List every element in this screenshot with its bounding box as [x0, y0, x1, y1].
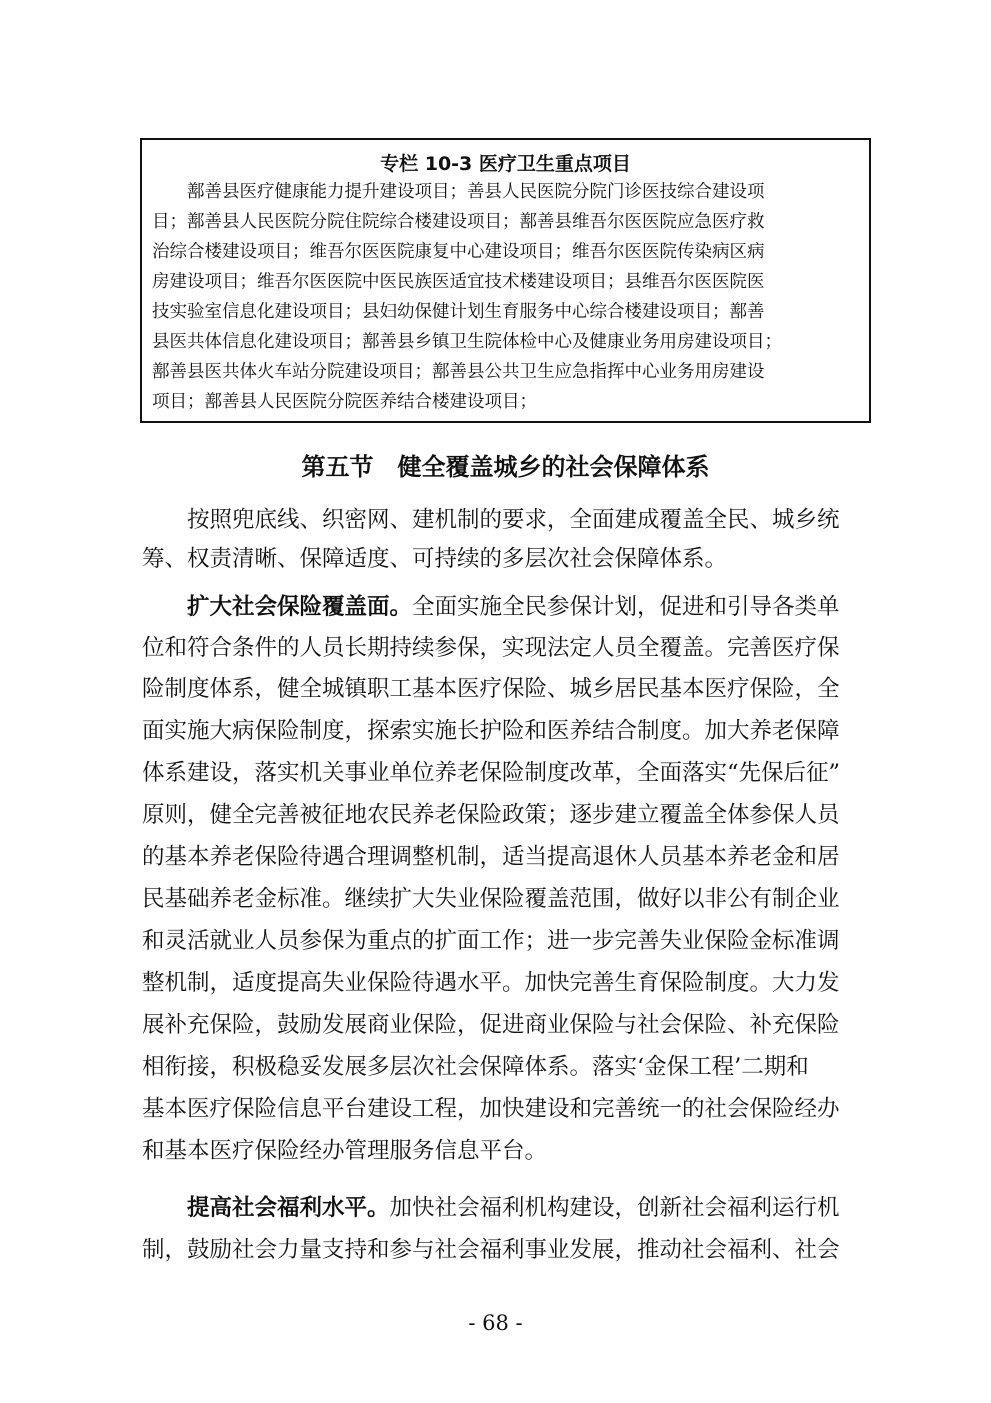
- paragraph-line: 基本医疗保险信息平台建设工程，加快建设和完善统一的社会保险经办: [142, 1096, 840, 1122]
- paragraph-line: 筹、权责清晰、保障适度、可持续的多层次社会保障体系。: [142, 546, 728, 572]
- paragraph-line: 和灵活就业人员参保为重点的扩面工作；进一步完善失业保险金标准调: [142, 928, 840, 954]
- paragraph-line: 和基本医疗保险经办管理服务信息平台。: [142, 1138, 548, 1164]
- box-text-line: 房建设项目；维吾尔医医院中医民族医适宜技术楼建设项目；县维吾尔医医院医: [152, 272, 765, 292]
- paragraph-line: [142, 1188, 866, 1228]
- project-column-box: [140, 138, 871, 423]
- paragraph-heading: 扩大社会保险覆盖面。: [142, 594, 413, 620]
- box-text-line: 项目；鄯善县人民医院分院医养结合楼建设项目；: [152, 392, 537, 412]
- page-number: - 68 -: [468, 1311, 523, 1335]
- box-text-line: 鄯善县医疗健康能力提升建设项目；善县人民医院分院门诊医技综合建设项: [152, 182, 765, 202]
- box-title: 专栏 10-3 医疗卫生重点项目: [380, 153, 631, 175]
- paragraph-line: 整机制，适度提高失业保险待遇水平。加快完善生育保险制度。大力发: [142, 970, 840, 996]
- paragraph-line: 原则，健全完善被征地农民养老保险政策；逐步建立覆盖全体参保人员: [142, 802, 840, 828]
- paragraph-line: 体系建设，落实机关事业单位养老保险制度改革，全面落实“先保后征”: [142, 760, 841, 786]
- paragraph-text: 全面实施全民参保计划，促进和引导各类单: [412, 594, 840, 620]
- paragraph-line: [142, 587, 866, 627]
- paragraph-line: 位和符合条件的人员长期持续参保，实现法定人员全覆盖。完善医疗保: [142, 635, 840, 661]
- box-text-line: 县医共体信息化建设项目；鄯善县乡镇卫生院体检中心及健康业务用房建设项目；: [152, 332, 782, 352]
- paragraph-line: 相衔接，积极稳妥发展多层次社会保障体系。落实‘金保工程’二期和: [142, 1054, 809, 1080]
- box-text-line: 技实验室信息化建设项目；县妇幼保健计划生育服务中心综合楼建设项目；鄯善: [152, 302, 765, 322]
- paragraph-line: 制，鼓励社会力量支持和参与社会福利事业发展，推动社会福利、社会: [142, 1237, 840, 1263]
- box-text-line: 治综合楼建设项目；维吾尔医医院康复中心建设项目；维吾尔医医院传染病区病: [152, 242, 765, 262]
- box-text-line: 鄯善县医共体火车站分院建设项目；鄯善县公共卫生应急指挥中心业务用房建设: [152, 362, 765, 382]
- paragraph-text: 加快社会福利机构建设，创新社会福利运行机: [389, 1195, 840, 1221]
- box-text-line: 目；鄯善县人民医院分院住院综合楼建设项目；鄯善县维吾尔医医院应急医疗救: [152, 212, 765, 232]
- paragraph-line: 面实施大病保险制度，探索实施长护险和医养结合制度。加大养老保障: [142, 718, 840, 744]
- section-title: 第五节 健全覆盖城乡的社会保障体系: [301, 453, 710, 481]
- paragraph-line: 民基础养老金标准。继续扩大失业保险覆盖范围，做好以非公有制企业: [142, 886, 840, 912]
- paragraph-line: 的基本养老保险待遇合理调整机制，适当提高退休人员基本养老金和居: [142, 844, 840, 870]
- paragraph-line: 展补充保险，鼓励发展商业保险，促进商业保险与社会保险、补充保险: [142, 1012, 840, 1038]
- paragraph-line: 按照兜底线、织密网、建机制的要求，全面建成覆盖全民、城乡统: [142, 507, 840, 533]
- paragraph-heading: 提高社会福利水平。: [142, 1195, 390, 1221]
- paragraph-line: 险制度体系，健全城镇职工基本医疗保险、城乡居民基本医疗保险，全: [142, 676, 840, 702]
